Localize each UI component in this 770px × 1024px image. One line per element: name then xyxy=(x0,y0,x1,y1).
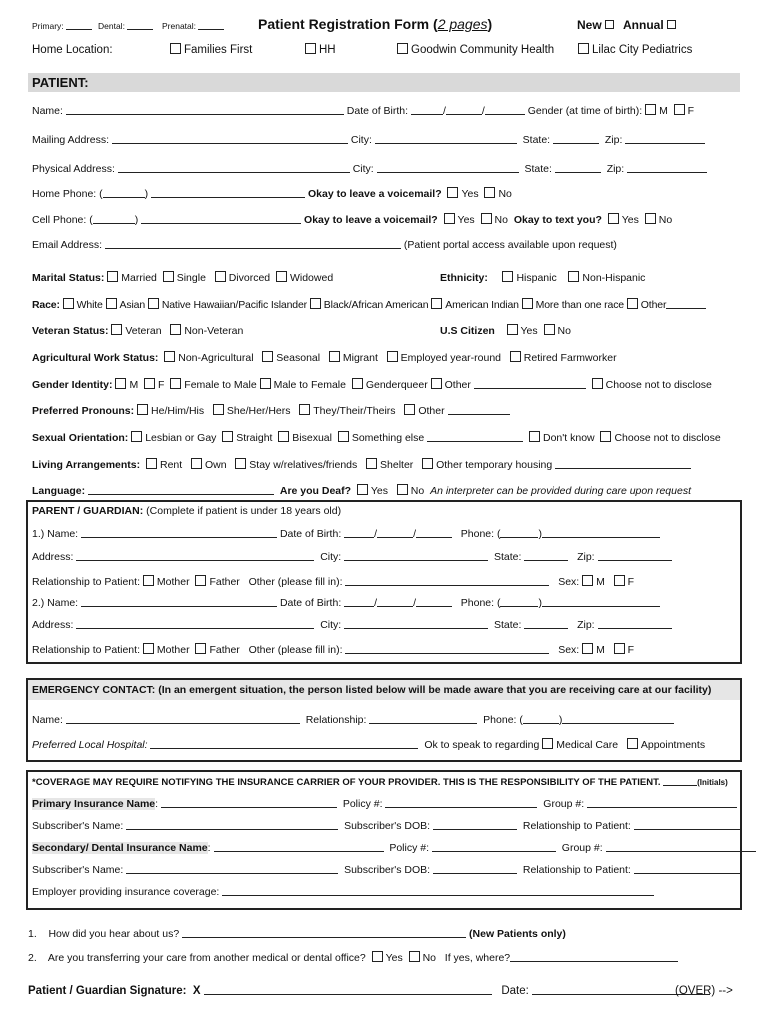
physical-address-field[interactable] xyxy=(118,163,350,173)
location-goodwin[interactable]: Goodwin Community Health xyxy=(397,43,554,56)
secondary-insurance-row: Secondary/ Dental Insurance Name: Policy #: Group #: xyxy=(32,842,756,854)
new-option[interactable]: New xyxy=(577,18,614,32)
race-nhpi[interactable] xyxy=(148,298,159,309)
gi-f[interactable] xyxy=(144,378,155,389)
over-indicator: (OVER) --> xyxy=(675,985,733,997)
race-more[interactable] xyxy=(522,298,533,309)
employer-field[interactable] xyxy=(222,886,654,896)
citizen-row: U.S Citizen Yes No xyxy=(440,325,571,337)
living-row: Living Arrangements: Rent Own Stay w/relatives/friends Shelter Other temporary housing xyxy=(32,458,691,471)
cell-phone-area[interactable] xyxy=(93,214,135,224)
living-other-field[interactable] xyxy=(555,459,691,469)
mailing-zip-field[interactable] xyxy=(625,134,705,144)
gi-other-field[interactable] xyxy=(474,379,586,389)
living-stay[interactable] xyxy=(235,458,246,469)
name-row: Name: Date of Birth: / / Gender (at time of birth): M F xyxy=(32,105,695,117)
gender-f-checkbox[interactable] xyxy=(674,104,685,115)
mailing-state-field[interactable] xyxy=(553,134,599,144)
transfer-no[interactable] xyxy=(409,951,420,962)
mailing-row: Mailing Address: City: State: Zip: xyxy=(32,134,705,146)
sexual-orientation-row: Sexual Orientation: Lesbian or Gay Straight Bisexual Something else Don't know Choose not to disclose xyxy=(32,432,721,444)
guardian2-address-field[interactable] xyxy=(76,619,314,629)
location-hh[interactable]: HH xyxy=(305,43,336,56)
primary-subscriber-row: Subscriber's Name: Subscriber's DOB: Relationship to Patient: xyxy=(32,820,742,832)
signature-field[interactable] xyxy=(204,985,492,995)
marital-single[interactable] xyxy=(163,271,174,282)
cell-phone-field[interactable] xyxy=(141,214,301,224)
veteran-yes[interactable] xyxy=(111,324,122,335)
marital-row: Marital Status: Married Single Divorced Widowed xyxy=(32,272,334,284)
pronoun-other[interactable] xyxy=(404,404,415,415)
guardian1-address-field[interactable] xyxy=(76,551,314,561)
mailing-address-field[interactable] xyxy=(112,134,348,144)
ethnicity-nonhispanic[interactable] xyxy=(568,271,579,282)
physical-zip-field[interactable] xyxy=(627,163,707,173)
guardian1-sex-m[interactable] xyxy=(582,575,593,586)
gi-m[interactable] xyxy=(115,378,126,389)
guardian2-other-field[interactable] xyxy=(345,644,549,654)
transfer-where-field[interactable] xyxy=(510,952,678,962)
dob-year[interactable] xyxy=(485,105,525,115)
question-2: 2. Are you transferring your care from another medical or dental office? Yes No If yes, where? xyxy=(28,951,678,964)
emergency-relationship-field[interactable] xyxy=(369,714,477,724)
race-asian[interactable] xyxy=(106,298,117,309)
ok-appointments[interactable] xyxy=(627,738,638,749)
agri-seasonal[interactable] xyxy=(262,351,273,362)
home-phone-area[interactable] xyxy=(103,188,145,198)
guardian2-name-row: 2.) Name: Date of Birth: / / Phone: ( ) xyxy=(32,597,660,609)
marital-married[interactable] xyxy=(107,271,118,282)
physical-state-field[interactable] xyxy=(555,163,601,173)
signature-row: Patient / Guardian Signature: X Date: xyxy=(28,985,710,997)
veteran-row: Veteran Status: Veteran Non-Veteran xyxy=(32,325,244,337)
employer-row: Employer providing insurance coverage: xyxy=(32,886,654,898)
location-lilac-city[interactable]: Lilac City Pediatrics xyxy=(578,43,692,56)
so-something-field[interactable] xyxy=(427,432,523,442)
emergency-title: EMERGENCY CONTACT: (In an emergent situation, the person listed below will be made aware that you are receiving care at our facility) xyxy=(32,684,712,696)
guardian2-father[interactable] xyxy=(195,643,206,654)
secondary-insurance-field[interactable] xyxy=(214,842,384,852)
text-yes[interactable] xyxy=(608,213,619,224)
guardian2-mother[interactable] xyxy=(143,643,154,654)
primary-policy-field[interactable] xyxy=(385,798,537,808)
insurance-notice: *COVERAGE MAY REQUIRE NOTIFYING THE INSURANCE CARRIER OF YOUR PROVIDER. THIS IS THE RESPONSIBILITY OF THE PATIENT. (Initials) xyxy=(32,777,728,788)
living-other[interactable] xyxy=(422,458,433,469)
primary-insurance-field[interactable] xyxy=(161,798,337,808)
patient-section-bar xyxy=(28,73,740,92)
guardian1-father[interactable] xyxy=(195,575,206,586)
so-straight[interactable] xyxy=(222,431,233,442)
home-phone-row: Home Phone: ( ) Okay to leave a voicemail? Yes No xyxy=(32,188,512,200)
primary-label: Primary: xyxy=(32,20,92,31)
guardian1-phone-field[interactable] xyxy=(542,528,660,538)
marital-widowed[interactable] xyxy=(276,271,287,282)
guardian2-relationship-row: Relationship to Patient: Mother Father Other (please fill in): Sex: M F xyxy=(32,644,635,656)
cell-phone-row: Cell Phone: ( ) Okay to leave a voicemail? Yes No Okay to text you? Yes No xyxy=(32,214,673,226)
email-field[interactable] xyxy=(105,239,401,249)
gender-identity-row: Gender Identity: M F Female to Male Male to Female Genderqueer Other Choose not to disclose xyxy=(32,379,712,391)
question-1: 1. How did you hear about us? (New Patients only) xyxy=(28,928,566,940)
annual-option[interactable]: Annual xyxy=(623,18,676,32)
so-bisexual[interactable] xyxy=(278,431,289,442)
race-other[interactable] xyxy=(627,298,638,309)
secondary-group-field[interactable] xyxy=(606,842,756,852)
guardian-title: PARENT / GUARDIAN: (Complete if patient is under 18 years old) xyxy=(32,505,342,517)
emergency-name-field[interactable] xyxy=(66,714,300,724)
agri-employed[interactable] xyxy=(387,351,398,362)
agri-row: Agricultural Work Status: Non-Agricultural Seasonal Migrant Employed year-round Retired Farmworker xyxy=(32,352,617,364)
ok-medical-care[interactable] xyxy=(542,738,553,749)
primary-group-field[interactable] xyxy=(587,798,737,808)
pronoun-they[interactable] xyxy=(299,404,310,415)
gi-genderqueer[interactable] xyxy=(352,378,363,389)
guardian2-address-row: Address: City: State: Zip: xyxy=(32,619,672,631)
primary-insurance-row: Primary Insurance Name: Policy #: Group #: xyxy=(32,798,737,810)
guardian2-sex-m[interactable] xyxy=(582,643,593,654)
guardian2-name-field[interactable] xyxy=(81,597,277,607)
home-location-label: Home Location: xyxy=(32,44,113,56)
email-row: Email Address: (Patient portal access available upon request) xyxy=(32,239,617,251)
gi-other[interactable] xyxy=(431,378,442,389)
pronoun-she[interactable] xyxy=(213,404,224,415)
guardian1-address-row: Address: City: State: Zip: xyxy=(32,551,672,563)
hear-about-us-field[interactable] xyxy=(182,928,466,938)
mailing-city-field[interactable] xyxy=(375,134,517,144)
guardian1-name-row: 1.) Name: Date of Birth: / / Phone: ( ) xyxy=(32,528,660,540)
race-white[interactable] xyxy=(63,298,74,309)
gi-f2m[interactable] xyxy=(170,378,181,389)
citizen-no[interactable] xyxy=(544,324,555,335)
living-own[interactable] xyxy=(191,458,202,469)
gender-m-checkbox[interactable] xyxy=(645,104,656,115)
veteran-no[interactable] xyxy=(170,324,181,335)
transfer-yes[interactable] xyxy=(372,951,383,962)
home-voicemail-no[interactable] xyxy=(484,187,495,198)
emergency-phone-field[interactable] xyxy=(562,714,674,724)
guardian2-phone-field[interactable] xyxy=(542,597,660,607)
cell-voicemail-yes[interactable] xyxy=(444,213,455,224)
guardian1-name-field[interactable] xyxy=(81,528,277,538)
emergency-hospital-row: Preferred Local Hospital: Ok to speak to regarding Medical Care Appointments xyxy=(32,739,706,751)
cell-voicemail-no[interactable] xyxy=(481,213,492,224)
prenatal-label: Prenatal: xyxy=(162,20,224,31)
physical-row: Physical Address: City: State: Zip: xyxy=(32,163,707,175)
so-dontknow[interactable] xyxy=(529,431,540,442)
agri-migrant[interactable] xyxy=(329,351,340,362)
emergency-name-row: Name: Relationship: Phone: ( ) xyxy=(32,714,674,726)
ethnicity-row: Ethnicity: Hispanic Non-Hispanic xyxy=(440,272,646,284)
race-amind[interactable] xyxy=(431,298,442,309)
guardian1-other-field[interactable] xyxy=(345,576,549,586)
form-title: Patient Registration Form (2 pages) xyxy=(258,16,493,32)
pronoun-other-field[interactable] xyxy=(448,405,510,415)
language-field[interactable] xyxy=(88,485,274,495)
agri-non[interactable] xyxy=(164,351,175,362)
language-row: Language: Are you Deaf? Yes No An interpreter can be provided during care upon request xyxy=(32,485,691,497)
guardian2-sex-f[interactable] xyxy=(614,643,625,654)
home-voicemail-yes[interactable] xyxy=(447,187,458,198)
location-families-first[interactable]: Families First xyxy=(170,43,252,56)
gi-m2f[interactable] xyxy=(260,378,271,389)
citizen-yes[interactable] xyxy=(507,324,518,335)
secondary-subscriber-row: Subscriber's Name: Subscriber's DOB: Relationship to Patient: xyxy=(32,864,742,876)
patient-section-title: PATIENT: xyxy=(32,75,89,90)
secondary-policy-field[interactable] xyxy=(432,842,556,852)
text-no[interactable] xyxy=(645,213,656,224)
race-row: Race: White Asian Native Hawaiian/Pacific Islander Black/African American American Indian More than one race Other xyxy=(32,298,706,311)
guardian1-relationship-row: Relationship to Patient: Mother Father Other (please fill in): Sex: M F xyxy=(32,576,635,588)
home-phone-field[interactable] xyxy=(151,188,305,198)
pronouns-row: Preferred Pronouns: He/Him/His She/Her/Hers They/Their/Theirs Other xyxy=(32,404,510,417)
hospital-field[interactable] xyxy=(150,739,418,749)
living-rent[interactable] xyxy=(146,458,157,469)
gi-choose-not[interactable] xyxy=(592,378,603,389)
dob-month[interactable] xyxy=(411,105,443,115)
agri-retired[interactable] xyxy=(510,351,521,362)
so-choose-not[interactable] xyxy=(600,431,611,442)
so-something[interactable] xyxy=(338,431,349,442)
marital-divorced[interactable] xyxy=(215,271,226,282)
guardian1-sex-f[interactable] xyxy=(614,575,625,586)
deaf-yes[interactable] xyxy=(357,484,368,495)
guardian1-mother[interactable] xyxy=(143,575,154,586)
physical-city-field[interactable] xyxy=(377,163,519,173)
initials-field[interactable] xyxy=(663,776,697,786)
deaf-no[interactable] xyxy=(397,484,408,495)
so-lesbian[interactable] xyxy=(131,431,142,442)
pronoun-he[interactable] xyxy=(137,404,148,415)
ethnicity-hispanic[interactable] xyxy=(502,271,513,282)
name-field[interactable] xyxy=(66,105,344,115)
race-black[interactable] xyxy=(310,298,321,309)
race-other-field[interactable] xyxy=(666,299,706,309)
dob-day[interactable] xyxy=(446,105,482,115)
living-shelter[interactable] xyxy=(366,458,377,469)
dental-label: Dental: xyxy=(98,20,153,31)
